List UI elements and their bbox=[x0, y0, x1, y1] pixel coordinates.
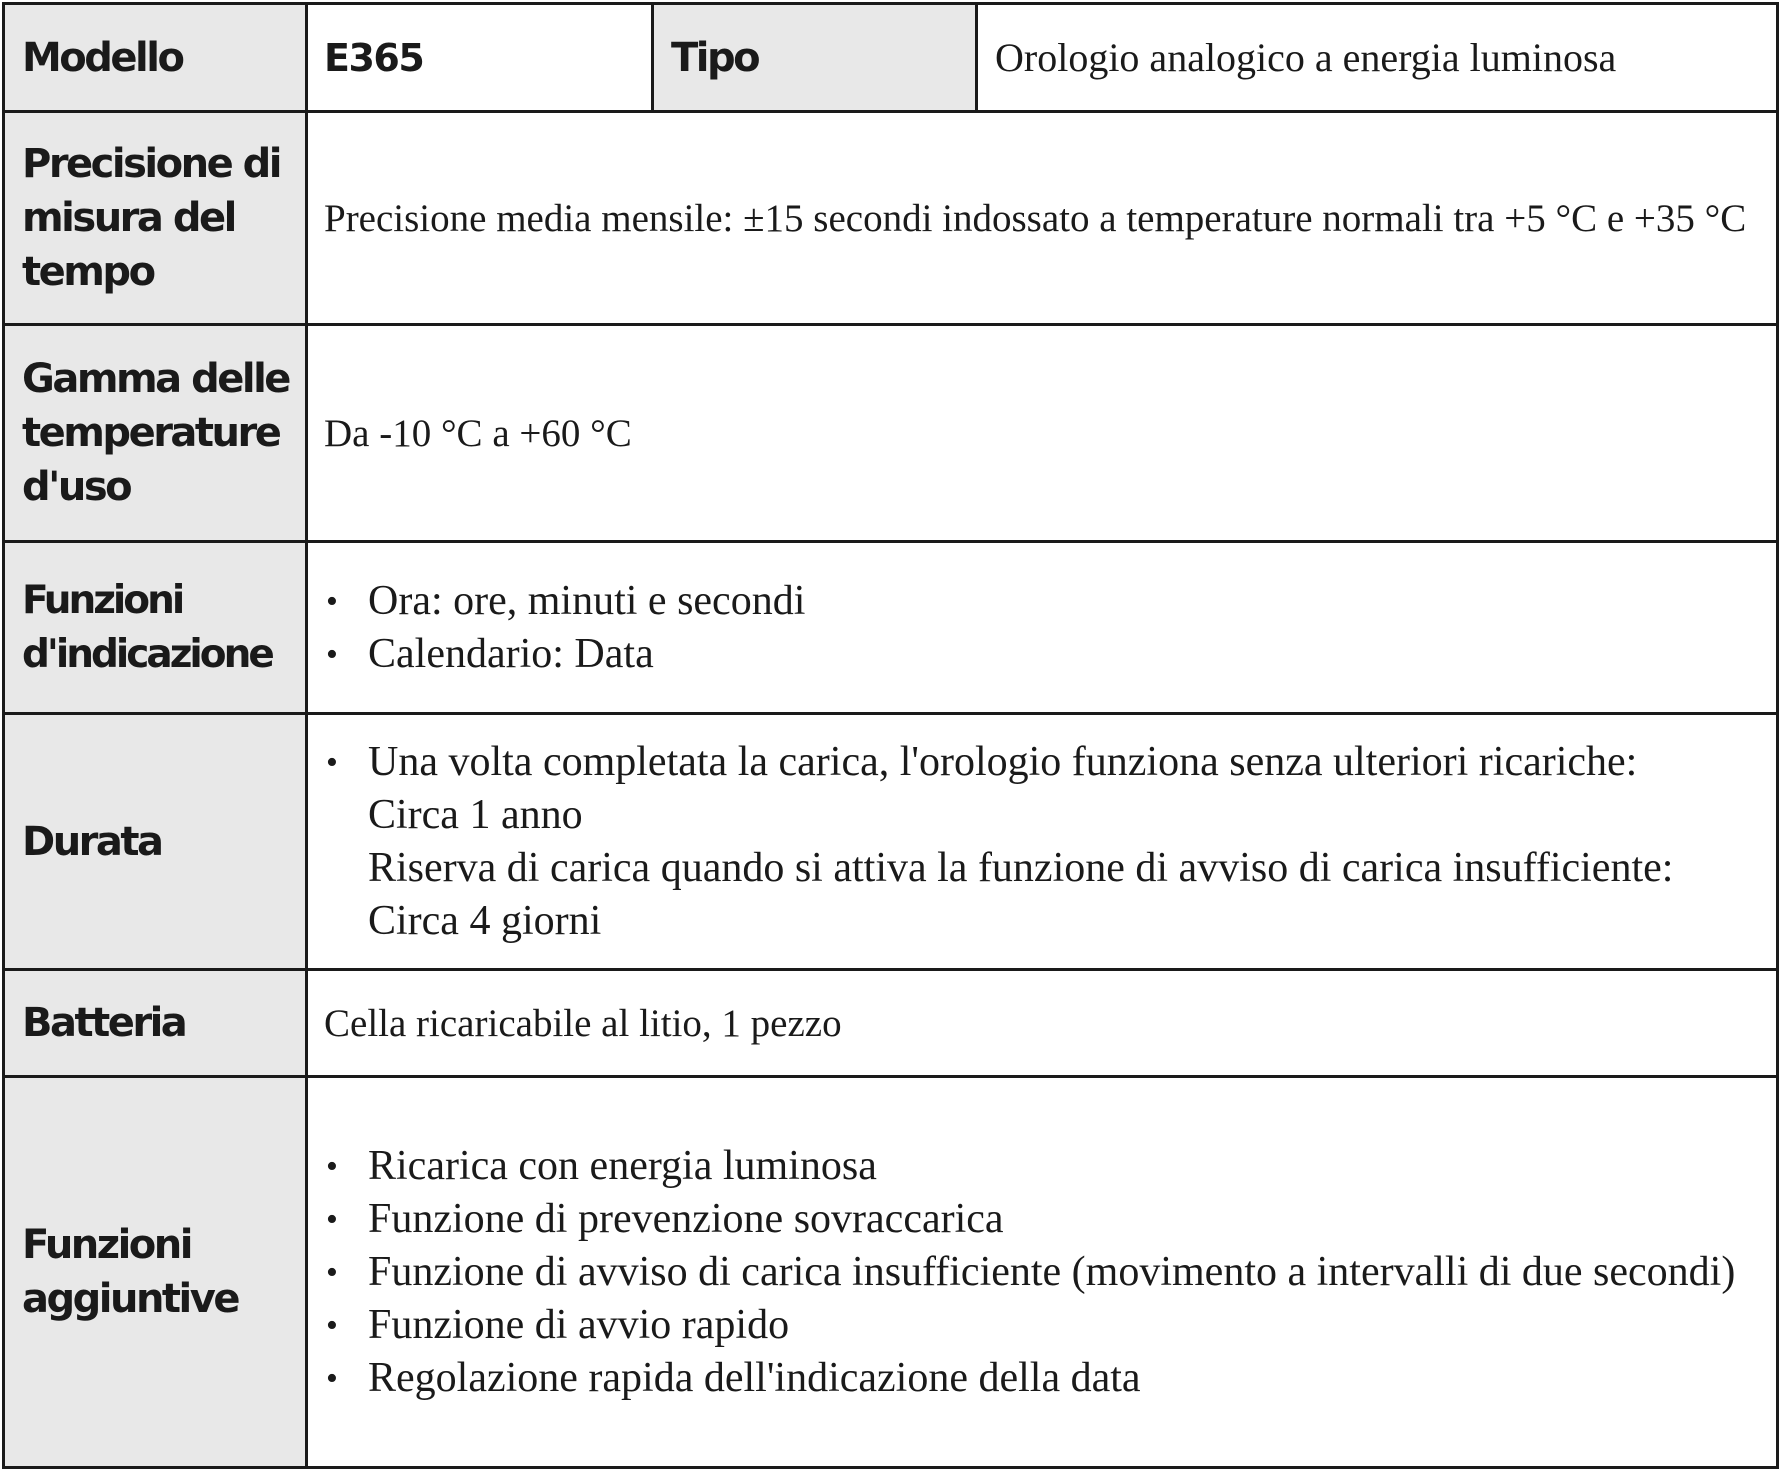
list-item: • Regolazione rapida dell'indicazione della data bbox=[324, 1352, 1772, 1405]
duration-line: • Una volta completata la carica, l'orologio funziona senza ulteriori ricariche: bbox=[368, 738, 1638, 785]
extra-functions-list bbox=[324, 1140, 1772, 1405]
precision-value: Precisione media mensile: ±15 secondi indossato a temperature normali tra +5 °C e +35 °C bbox=[307, 112, 1778, 325]
duration-value bbox=[307, 714, 1778, 970]
duration-line: Riserva di carica quando si attiva la funzione di avviso di carica insufficiente: bbox=[368, 844, 1674, 891]
extra-functions-value bbox=[307, 1077, 1778, 1468]
duration-line: Circa 1 anno bbox=[368, 791, 583, 838]
list-item: • Ora: ore, minuti e secondi bbox=[324, 575, 1772, 628]
model-value: E365 bbox=[307, 4, 653, 112]
list-item: • Ricarica con energia luminosa bbox=[324, 1140, 1772, 1193]
table-row bbox=[4, 714, 1778, 970]
display-functions-list bbox=[324, 575, 1772, 681]
table-row bbox=[4, 112, 1778, 325]
spec-table bbox=[2, 2, 1779, 1469]
temperature-range-label: Gamma delle temperature d'uso bbox=[4, 325, 307, 542]
temperature-range-value: Da -10 °C a +60 °C bbox=[307, 325, 1778, 542]
list-item: • Calendario: Data bbox=[324, 628, 1772, 681]
type-label: Tipo bbox=[653, 4, 977, 112]
table-row bbox=[4, 970, 1778, 1077]
duration-label: Durata bbox=[4, 714, 307, 970]
display-functions-label: Funzioni d'indicazione bbox=[4, 542, 307, 714]
table-row bbox=[4, 542, 1778, 714]
table-row bbox=[4, 1077, 1778, 1468]
list-item: • Funzione di avviso di carica insufficiente (movimento a intervalli di due secondi) bbox=[324, 1246, 1772, 1299]
duration-list bbox=[324, 736, 1772, 948]
list-item: • Funzione di avvio rapido bbox=[324, 1299, 1772, 1352]
battery-label: Batteria bbox=[4, 970, 307, 1077]
duration-line: Circa 4 giorni bbox=[368, 897, 602, 944]
table-row bbox=[4, 4, 1778, 112]
extra-functions-label: Funzioni aggiuntive bbox=[4, 1077, 307, 1468]
list-item bbox=[324, 736, 1772, 948]
precision-label: Precisione di misura del tempo bbox=[4, 112, 307, 325]
battery-value: Cella ricaricabile al litio, 1 pezzo bbox=[307, 970, 1778, 1077]
model-label: Modello bbox=[4, 4, 307, 112]
list-item: • Funzione di prevenzione sovraccarica bbox=[324, 1193, 1772, 1246]
type-value: Orologio analogico a energia luminosa bbox=[977, 4, 1778, 112]
table-row bbox=[4, 325, 1778, 542]
display-functions-value bbox=[307, 542, 1778, 714]
